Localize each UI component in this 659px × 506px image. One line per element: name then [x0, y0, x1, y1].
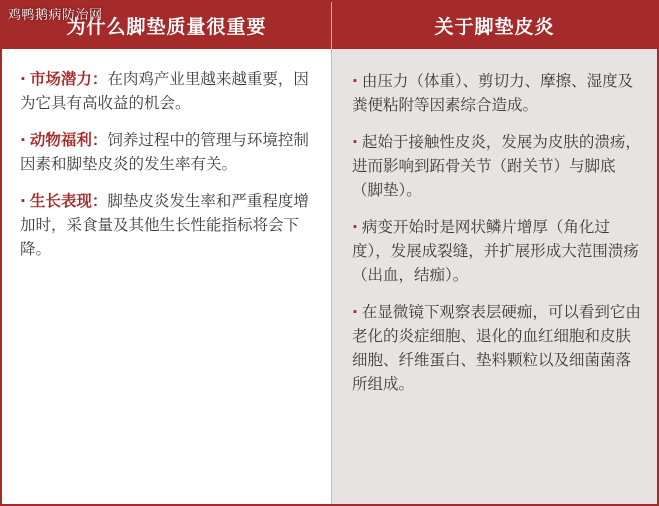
item-text: 饲养过程中的管理与环境控制因素和脚垫皮炎的发生率有关。	[20, 131, 309, 173]
bullet-icon: ·	[20, 131, 26, 149]
item-text: 由压力（体重）、剪切力、摩擦、湿度及粪便粘附等因素综合造成。	[352, 72, 634, 114]
list-item	[352, 215, 641, 287]
list-item	[352, 300, 641, 396]
watermark-text: 鸡鸭鹅病防治网	[8, 8, 103, 23]
list-item	[20, 189, 315, 261]
bullet-icon: ·	[352, 218, 358, 236]
item-text: 起始于接触性皮炎，发展为皮肤的溃疡，进而影响到跖骨关节（跗关节）与脚底（脚垫）。	[352, 133, 641, 199]
list-item	[352, 130, 641, 202]
bullet-icon: ·	[352, 133, 358, 151]
bullet-icon: ·	[352, 303, 358, 321]
list-item	[20, 67, 315, 115]
item-term: 生长表现：	[29, 192, 108, 210]
columns	[2, 2, 657, 504]
right-column-title: 关于脚垫皮炎	[332, 2, 657, 49]
left-column-title: 为什么脚垫质量很重要	[2, 2, 331, 49]
bullet-icon: ·	[20, 192, 26, 210]
list-item	[20, 128, 315, 176]
left-column-body	[2, 49, 331, 261]
left-column	[2, 2, 332, 504]
item-term: 市场潜力：	[29, 70, 108, 88]
item-text: 脚垫皮炎发生率和严重程度增加时，采食量及其他生长性能指标将会下降。	[20, 192, 309, 258]
right-column	[332, 2, 657, 504]
list-item	[352, 69, 641, 117]
bullet-icon: ·	[20, 70, 26, 88]
right-column-body	[332, 49, 657, 396]
item-text: 在肉鸡产业里越来越重要，因为它具有高收益的机会。	[20, 70, 309, 112]
item-text: 病变开始时是网状鳞片增厚（角化过度），发展成裂缝，并扩展形成大范围溃疡（出血，结痂）。	[352, 218, 639, 284]
item-term: 动物福利：	[29, 131, 108, 149]
bullet-icon: ·	[352, 72, 358, 90]
item-text: 在显微镜下观察表层硬痂，可以看到它由老化的炎症细胞、退化的血红细胞和皮肤细胞、纤维蛋白、垫料颗粒以及细菌菌落所组成。	[352, 303, 641, 393]
